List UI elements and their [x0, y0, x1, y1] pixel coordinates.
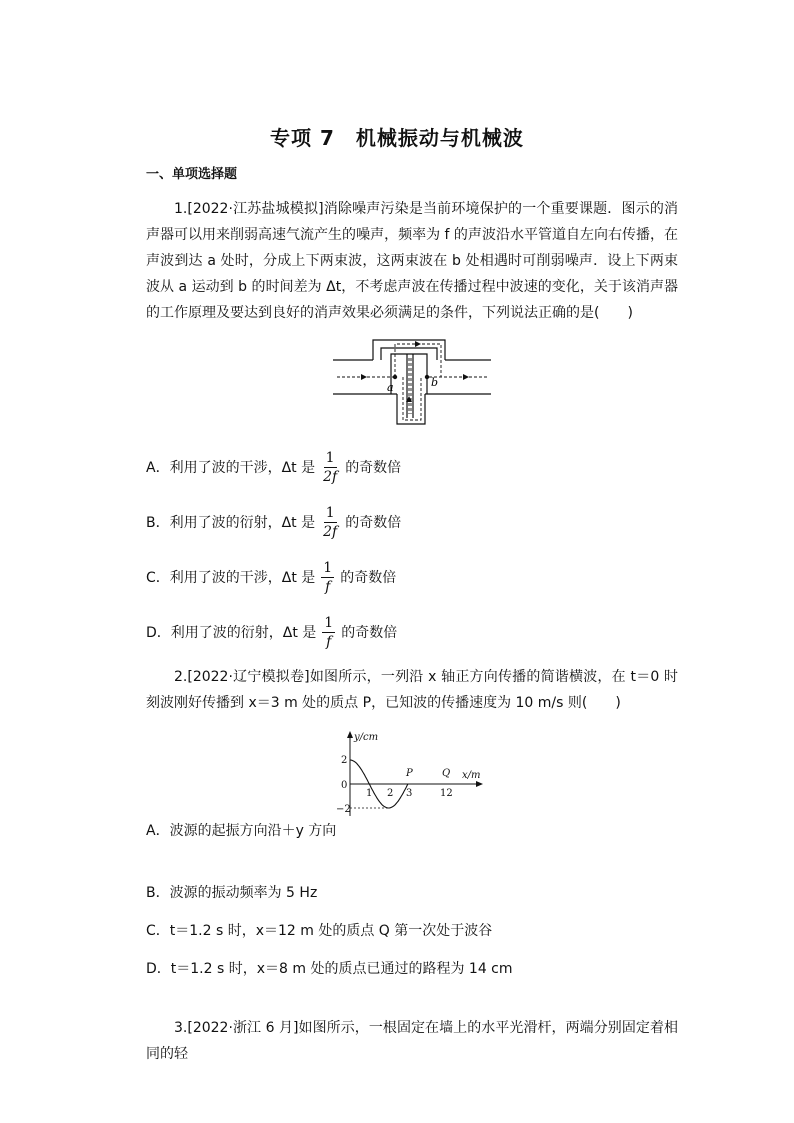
q1-option-c[interactable]	[146, 555, 396, 599]
fraction	[321, 449, 339, 486]
question-2-text: 2.[2022·辽宁模拟卷]如图所示，一列沿 x 轴正方向传播的简谐横波，在 t＝0 时刻波刚好传播到 x＝3 m 处的质点 P，已知波的传播速度为 10 m/s 则( )	[146, 669, 678, 711]
option-text: C．利用了波的干涉，Δt 是	[146, 570, 316, 586]
q2-option-b[interactable]: B．波源的振动频率为 5 Hz	[146, 885, 318, 901]
option-suffix: 的奇数倍	[345, 515, 402, 531]
option-suffix: 的奇数倍	[340, 570, 397, 586]
option-suffix: 的奇数倍	[341, 625, 398, 641]
x-tick-1: 1	[366, 788, 373, 799]
q2-option-d[interactable]: D．t＝1.2 s 时，x＝8 m 处的质点已通过的路程为 14 cm	[146, 961, 513, 977]
option-suffix: 的奇数倍	[345, 460, 402, 476]
denominator: 2f	[323, 468, 338, 485]
x-axis-label: x/m	[462, 770, 481, 781]
q1-option-d[interactable]	[146, 610, 397, 654]
denominator: 2f	[323, 523, 338, 540]
denominator: f	[326, 633, 332, 650]
page-title: 专项 7 机械振动与机械波	[270, 126, 524, 150]
q2-option-a[interactable]: A．波源的起振方向沿＋y 方向	[146, 823, 337, 839]
fraction	[321, 504, 339, 541]
label-a: a	[387, 381, 394, 394]
section-title: 一、单项选择题	[146, 167, 238, 182]
y-tick-neg2: −2	[336, 804, 351, 815]
q1-option-b[interactable]	[146, 500, 401, 544]
numerator: 1	[323, 559, 333, 576]
option-text: B．利用了波的衍射，Δt 是	[146, 515, 316, 531]
point-p-label: P	[406, 768, 413, 779]
y-tick-0: 0	[341, 780, 348, 791]
question-3-text: 3.[2022·浙江 6 月]如图所示，一根固定在墙上的水平光滑杆，两端分别固定着相同的轻	[146, 1020, 678, 1062]
y-axis-arrow	[347, 731, 353, 738]
x-tick-2: 2	[387, 788, 394, 799]
q1-option-a[interactable]	[146, 445, 401, 489]
y-axis-label: y/cm	[354, 732, 379, 743]
label-b: b	[431, 376, 439, 389]
numerator: 1	[324, 614, 334, 631]
numerator: 1	[325, 504, 335, 521]
denominator: f	[325, 578, 331, 595]
x-axis-arrow	[476, 781, 483, 787]
fraction	[321, 559, 334, 596]
option-text: D．利用了波的衍射，Δt 是	[146, 625, 317, 641]
option-text: A．利用了波的干涉，Δt 是	[146, 460, 316, 476]
fraction	[322, 614, 335, 651]
x-tick-3: 3	[406, 788, 413, 799]
q2-option-c[interactable]: C．t＝1.2 s 时，x＝12 m 处的质点 Q 第一次处于波谷	[146, 923, 493, 939]
muffler-figure	[333, 334, 491, 430]
x-tick-12: 12	[440, 788, 453, 799]
numerator: 1	[325, 449, 335, 466]
wave-graph	[330, 728, 490, 820]
y-tick-2: 2	[341, 755, 348, 766]
point-q-label: Q	[442, 768, 451, 779]
question-1-text: 1.[2022·江苏盐城模拟]消除噪声污染是当前环境保护的一个重要课题．图示的消声器可以用来削弱高速气流产生的噪声，频率为 f 的声波沿水平管道自左向右传播，在声波到达 a 处时，分成上下两束波，这两束波在 b 处相遇时可削弱噪声．设上下两束波从 a 运动到 b 的时间差为 Δt，不考虑声波在传播过程中波速的变化，关于该消声器的工作原理及要达到良好的消声效果必须满足的条件，下列说法正确的是( )	[146, 201, 678, 321]
